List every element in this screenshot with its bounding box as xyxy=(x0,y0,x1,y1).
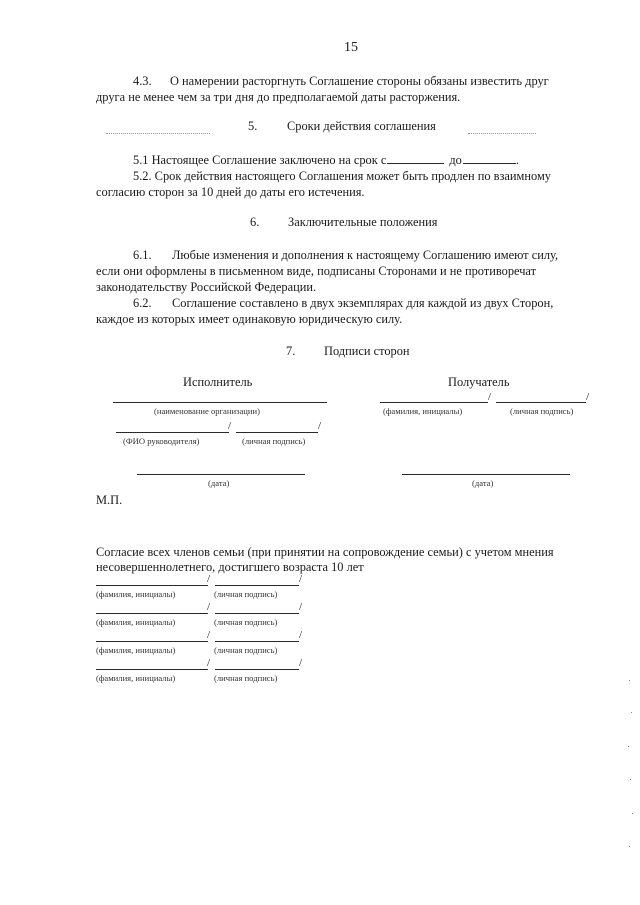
scan-speck xyxy=(631,712,632,713)
separator-slash: / xyxy=(586,391,590,403)
separator-slash: / xyxy=(207,657,211,669)
executor-date-line xyxy=(137,474,305,475)
scan-speck xyxy=(629,846,630,847)
clause-5-1 xyxy=(133,152,519,168)
family-name-line xyxy=(96,641,208,642)
executor-date-caption: (дата) xyxy=(208,478,230,488)
section-6-title: Заключительные положения xyxy=(288,215,438,229)
clause-5-1-end: . xyxy=(515,153,519,167)
executor-head-name-line xyxy=(116,432,229,433)
recipient-date-caption: (дата) xyxy=(472,478,494,488)
separator-slash: / xyxy=(207,573,211,585)
clause-6-2-line1: Соглашение составлено в двух экземплярах для каждой из двух Сторон, xyxy=(172,296,554,310)
section-6-number: 6. xyxy=(250,215,260,229)
scan-speck xyxy=(629,680,630,681)
family-name-caption: (фамилия, инициалы) xyxy=(96,645,176,655)
stamp-label: М.П. xyxy=(96,493,123,507)
clause-5-1-prefix: 5.1 Настоящее Соглашение заключено на срок с xyxy=(133,153,387,167)
separator-slash: / xyxy=(318,420,322,432)
family-sign-caption: (личная подпись) xyxy=(214,645,278,655)
executor-sign-line xyxy=(236,432,318,433)
heading-left-rule xyxy=(106,133,210,134)
separator-slash: / xyxy=(207,629,211,641)
executor-sign-caption: (личная подпись) xyxy=(242,436,306,446)
family-sign-line xyxy=(215,613,299,614)
clause-6-2-line2: каждое из которых имеет одинаковую юридическую силу. xyxy=(96,312,403,326)
recipient-date-line xyxy=(402,474,570,475)
clause-4-3-line1: О намерении расторгнуть Соглашение стороны обязаны известить друг xyxy=(170,74,549,88)
heading-right-rule xyxy=(468,133,536,134)
clause-6-1-line2: если они оформлены в письменном виде, подписаны Сторонами и не противоречат xyxy=(96,264,537,278)
executor-org-line xyxy=(113,402,327,403)
separator-slash: / xyxy=(299,629,303,641)
clause-4-3-number: 4.3. xyxy=(133,74,152,88)
separator-slash: / xyxy=(207,601,211,613)
clause-6-1-line3: законодательству Российской Федерации. xyxy=(96,280,317,294)
term-end-blank xyxy=(463,152,516,164)
executor-head-caption: (ФИО руководителя) xyxy=(123,436,200,446)
family-name-line xyxy=(96,613,208,614)
term-start-blank xyxy=(387,152,444,164)
clause-6-1-line1: Любые изменения и дополнения к настоящему Соглашению имеют силу, xyxy=(172,248,559,262)
page-number: 15 xyxy=(344,40,358,55)
separator-slash: / xyxy=(299,573,303,585)
clause-5-1-mid: до xyxy=(449,153,462,167)
clause-4-3-line2: друга не менее чем за три дня до предполагаемой даты расторжения. xyxy=(96,90,461,104)
family-consent-line2: несовершеннолетнего, достигшего возраста 10 лет xyxy=(96,560,364,574)
executor-heading: Исполнитель xyxy=(183,375,253,389)
separator-slash: / xyxy=(488,391,492,403)
family-name-line xyxy=(96,585,208,586)
family-sign-caption: (личная подпись) xyxy=(214,617,278,627)
scan-speck xyxy=(628,746,629,747)
separator-slash: / xyxy=(299,601,303,613)
family-name-caption: (фамилия, инициалы) xyxy=(96,589,176,599)
family-name-caption: (фамилия, инициалы) xyxy=(96,617,176,627)
family-sign-line xyxy=(215,669,299,670)
recipient-sign-caption: (личная подпись) xyxy=(510,406,574,416)
recipient-heading: Получатель xyxy=(448,375,510,389)
section-7-number: 7. xyxy=(286,344,296,358)
recipient-name-caption: (фамилия, инициалы) xyxy=(383,406,463,416)
clause-6-1-number: 6.1. xyxy=(133,248,152,262)
family-name-caption: (фамилия, инициалы) xyxy=(96,673,176,683)
section-7-title: Подписи сторон xyxy=(324,344,410,358)
separator-slash: / xyxy=(228,420,232,432)
executor-org-caption: (наименование организации) xyxy=(154,406,260,416)
family-sign-caption: (личная подпись) xyxy=(214,589,278,599)
family-sign-caption: (личная подпись) xyxy=(214,673,278,683)
scan-speck xyxy=(630,779,631,780)
family-consent-line1: Согласие всех членов семьи (при принятии на сопровождение семьи) с учетом мнения xyxy=(96,545,554,559)
scan-speck xyxy=(632,813,633,814)
recipient-sign-line xyxy=(496,402,586,403)
family-name-line xyxy=(96,669,208,670)
clause-5-2-line2: согласию сторон за 10 дней до даты его истечения. xyxy=(96,185,365,199)
family-sign-line xyxy=(215,641,299,642)
section-5-number: 5. xyxy=(248,119,258,133)
section-5-title: Сроки действия соглашения xyxy=(287,119,436,133)
clause-5-2-line1: 5.2. Срок действия настоящего Соглашения может быть продлен по взаимному xyxy=(133,169,552,183)
recipient-name-line xyxy=(380,402,488,403)
family-sign-line xyxy=(215,585,299,586)
clause-6-2-number: 6.2. xyxy=(133,296,152,310)
separator-slash: / xyxy=(299,657,303,669)
